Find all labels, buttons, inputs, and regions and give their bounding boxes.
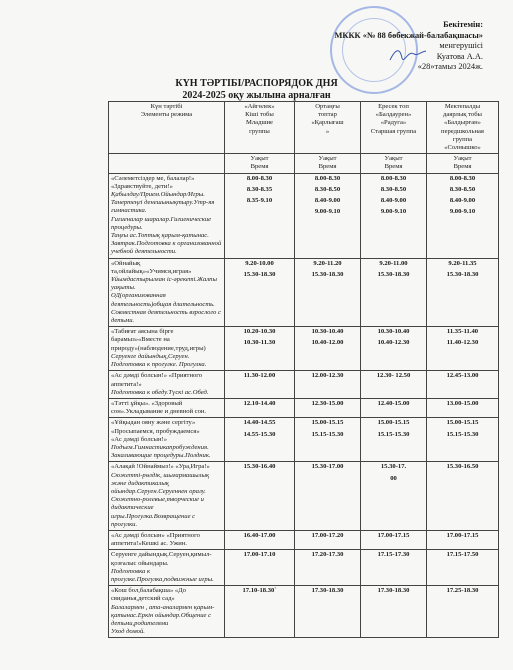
activity-line: Танертеңгі денешынықтыру.Утр-яя гимнастика. — [111, 199, 215, 215]
time-value: 9.00-9.10 — [380, 208, 407, 216]
time-cell — [427, 550, 499, 586]
time-value: 17.00-17.15 — [377, 531, 410, 539]
group-header-line: «Радуга» — [380, 119, 407, 127]
activity-line: «Здравствуйте, дети!» — [111, 182, 173, 190]
group-header-line: » — [325, 127, 330, 135]
time-value: 8.30-8.50 — [314, 185, 341, 193]
time-value: 17.30-18.30 — [311, 587, 344, 595]
time-value: 8.00-8.30 — [246, 174, 273, 182]
table-row — [109, 586, 499, 638]
group-header-line: группы — [249, 127, 270, 135]
time-cell — [361, 530, 427, 549]
time-value: 9.20-10.00 — [245, 259, 274, 267]
time-cell — [361, 462, 427, 531]
activity-line: Завтрак.Подготовка к организованной учебной деятельности. — [111, 240, 222, 256]
time-cell — [361, 550, 427, 586]
header-group-4 — [427, 102, 499, 154]
header-group-1 — [225, 102, 295, 154]
schedule-table — [108, 101, 499, 638]
activity-line: Подготовка к прогулке.Прогулка,подвижные игры. — [111, 567, 214, 583]
group-header-line: «Балдырған» — [444, 119, 481, 127]
time-value: 15.30-18.30 — [243, 270, 276, 278]
time-cell — [225, 258, 295, 327]
time-cell — [225, 550, 295, 586]
time-label: Уақыт Время — [361, 154, 427, 173]
group-header-line: топтар — [318, 111, 337, 119]
time-value: 10.20-10.30 — [243, 328, 276, 336]
time-cell — [295, 258, 361, 327]
time-value: 9.20-11.00 — [379, 259, 408, 267]
activity-line: Подготовка к прогулке. Прогулка. — [111, 361, 207, 369]
time-value: 10.30-10.40 — [377, 328, 410, 336]
group-header-line: даярлық тобы — [443, 111, 482, 119]
activity-line: «Алақай !Ойнаймыз!» «Ура,Игра!» — [111, 463, 210, 471]
time-cell — [361, 371, 427, 399]
activity-line: Гигиеналар шаралар.Гигиенические процедуры. — [111, 215, 212, 231]
time-value: 8.00-8.30 — [449, 174, 476, 182]
time-value: 17.00-17.15 — [446, 531, 479, 539]
activity-line: Балалармен , ата-аналармен қарым-қатынас.Еркін ойындар.Общение с детьми,родителями — [111, 603, 215, 627]
activity-line: Ұйымдастырылған іс-әрекеті.Жалпы уақыты. — [111, 276, 217, 292]
table-row — [109, 258, 499, 327]
time-value: 15.00-15.15 — [311, 419, 344, 427]
time-cell — [295, 371, 361, 399]
time-value: 12.30- 12.50 — [376, 372, 411, 380]
time-value: 14.40-14.55 — [243, 419, 276, 427]
group-header-line: Мектепалды — [444, 103, 481, 110]
time-cell — [361, 258, 427, 327]
table-row — [109, 418, 499, 462]
time-value: 12.00-12.30 — [311, 372, 344, 380]
activity-line: Закаливающие процедуры.Полдник. — [111, 452, 211, 460]
time-value: 8.40-9.00 — [314, 197, 341, 205]
time-value: 9.00-9.10 — [314, 208, 341, 216]
time-label-empty — [109, 154, 225, 173]
time-value: 15.30-18.30 — [311, 270, 344, 278]
header-group-3 — [361, 102, 427, 154]
time-cell — [225, 530, 295, 549]
approval-block — [283, 20, 483, 73]
time-cell — [427, 418, 499, 462]
time-value: 8.40-9.00 — [380, 197, 407, 205]
time-cell — [427, 371, 499, 399]
time-cell — [427, 462, 499, 531]
table-row — [109, 530, 499, 549]
time-cell — [225, 462, 295, 531]
activity-line: «Сәлеметсіздер ме, балалар!» — [111, 174, 195, 182]
time-cell — [225, 586, 295, 638]
time-cell — [225, 418, 295, 462]
activity-cell — [109, 530, 225, 549]
group-header-line: группа — [452, 135, 473, 143]
group-header-line: Ересек топ — [378, 103, 409, 110]
activity-cell — [109, 418, 225, 462]
time-cell — [427, 586, 499, 638]
time-cell — [295, 327, 361, 371]
time-value: 15.00-15.15 — [377, 419, 410, 427]
table-row — [109, 173, 499, 258]
time-value: 16.40-17.00 — [243, 531, 276, 539]
time-label-row — [109, 154, 499, 173]
time-value: 17.20-17.30 — [311, 551, 344, 559]
time-cell — [295, 462, 361, 531]
activity-line: Серуенге дайындық,Серуен. — [111, 352, 190, 360]
time-label: Уақыт Время — [427, 154, 499, 173]
approval-date: «28»тамыз 2024ж. — [417, 62, 483, 71]
time-value: 8.30-8.50 — [380, 185, 407, 193]
time-value: 9.00-9.10 — [449, 208, 476, 216]
activity-line: Серуенге дайындық.Серуен,қимыл-қозғалыс ойындары. — [111, 551, 212, 567]
time-cell — [361, 327, 427, 371]
time-value: 10.30-11.30 — [243, 339, 276, 347]
group-header-line: передшкольная — [441, 127, 484, 135]
group-header-line: «Солнышко» — [444, 144, 481, 152]
time-value: 11.30-12.00 — [243, 372, 276, 380]
activity-cell — [109, 371, 225, 399]
time-value: 14.55-15.30 — [243, 430, 276, 438]
activity-line: Сюжетно-ролевые,творческие и дидактические игры.Прогулка.Возвращение с прогулки. — [111, 496, 204, 528]
time-value: 17.25-18.30 — [446, 587, 479, 595]
time-cell — [225, 173, 295, 258]
time-cell — [295, 530, 361, 549]
time-value: 17.15-17.30 — [377, 551, 410, 559]
header-elements: Күн тәртібі Элементы режима — [109, 102, 225, 154]
activity-cell — [109, 550, 225, 586]
table-row — [109, 550, 499, 586]
activity-cell — [109, 173, 225, 258]
time-cell — [361, 586, 427, 638]
time-cell — [225, 327, 295, 371]
time-label: Уақыт Время — [225, 154, 295, 173]
time-value: 15.00-15.15 — [446, 419, 479, 427]
time-value: 15.30-16.50 — [446, 463, 479, 471]
page-title — [0, 78, 513, 102]
activity-line: Таңғы ас.Топтық қарым-қатынас. — [111, 232, 209, 240]
time-value: 12.45-13.00 — [446, 372, 479, 380]
time-cell — [225, 371, 295, 399]
time-value: 15.30-16.40 — [243, 463, 276, 471]
time-value: 9.20-11.35 — [448, 259, 477, 267]
activity-line: Қабылдау/Прием.Ойындар/Игры. — [111, 191, 205, 199]
time-value: 12.40-15.00 — [377, 399, 410, 407]
activity-line: «Тәтті ұйқы». «Здоровый сон».Укладывание и дневной сон. — [111, 399, 207, 416]
time-cell — [225, 398, 295, 417]
group-header-line: «Балдаурен» — [375, 111, 412, 119]
title-line-2: 2024-2025 оқу жылына арналған — [182, 90, 331, 101]
time-label: Уақыт Время — [295, 154, 361, 173]
time-value: 10.30-10.40 — [311, 328, 344, 336]
time-cell — [427, 173, 499, 258]
activity-line: «Табиғат аясына бірге барамыз»«Вместе на природу»(наблюдение,труд,игры) — [111, 328, 206, 352]
approval-role: менгерушісі — [439, 41, 483, 50]
time-cell — [295, 586, 361, 638]
time-value: 15.15-15.30 — [377, 430, 410, 438]
time-value: 17.00-17.10 — [243, 551, 276, 559]
time-value: 17.00-17.20 — [311, 531, 344, 539]
time-value: 00 — [390, 474, 397, 482]
activity-line: Подготовка к обеду.Түскі ас.Обед. — [111, 388, 209, 396]
activity-line: «Ұйқыдан ояну және сергіту» «Просыпаемся, пробуждаемся» — [111, 419, 200, 435]
activity-cell — [109, 258, 225, 327]
group-header-line: «Қарлығаш — [311, 119, 344, 127]
time-cell — [427, 258, 499, 327]
time-value: 10.40-12.00 — [311, 339, 344, 347]
group-header-line: Старшая группа — [370, 127, 417, 135]
time-value: 10.40-12.30 — [377, 339, 410, 347]
time-value: 8.35-9.10 — [246, 197, 273, 205]
time-value: 12.30-15.00 — [311, 399, 344, 407]
approval-name: Куатова А.А. — [436, 51, 483, 61]
time-cell — [361, 418, 427, 462]
time-cell — [295, 398, 361, 417]
header-row — [109, 102, 499, 154]
time-value: 15.30-17. — [380, 463, 407, 471]
activity-line: «Кош бол,балабақша» «До свиданья,детский сад» — [111, 587, 186, 603]
group-header-line: Младшие — [246, 119, 273, 127]
time-value: 12.10-14.40 — [243, 399, 276, 407]
time-value: 11.35-11.40 — [446, 328, 479, 336]
time-cell — [427, 530, 499, 549]
time-cell — [427, 327, 499, 371]
activity-cell — [109, 327, 225, 371]
time-value: 8.00-8.30 — [314, 174, 341, 182]
time-value: 8.30-8.35 — [246, 185, 273, 193]
activity-cell — [109, 398, 225, 417]
activity-line: ОД(организованная деятельность)общая длительность. — [111, 292, 215, 308]
time-value: 11.40-12.30 — [446, 339, 479, 347]
time-value: 15.15-15.30 — [446, 430, 479, 438]
time-value: 15.30-18.30 — [446, 270, 479, 278]
activity-line: Подъем.Гимнастикапробуждения. — [111, 443, 209, 451]
time-cell — [295, 173, 361, 258]
time-cell — [295, 418, 361, 462]
time-value: 15.30-18.30 — [377, 270, 410, 278]
time-value: 17.30-18.30 — [377, 587, 410, 595]
time-value: 8.40-9.00 — [449, 197, 476, 205]
table-row — [109, 398, 499, 417]
time-value: 8.30-8.50 — [449, 185, 476, 193]
time-value: 8.00-8.30 — [380, 174, 407, 182]
group-header-line: Ортаңғы — [315, 103, 340, 110]
approval-heading: Бекітемін: — [443, 20, 483, 29]
time-value: 15.15-15.30 — [311, 430, 344, 438]
time-value: 15.30-17.00 — [311, 463, 344, 471]
activity-line: «Ас дәмді болсын!» — [111, 435, 167, 443]
table-row — [109, 371, 499, 399]
activity-line: Уход домой. — [111, 628, 145, 636]
time-cell — [427, 398, 499, 417]
activity-cell — [109, 462, 225, 531]
header-group-2 — [295, 102, 361, 154]
time-value: 17.10-18.30` — [242, 587, 277, 595]
title-line-1: КҮН ТӘРТІБІ/РАСПОРЯДОК ДНЯ — [175, 78, 338, 89]
time-cell — [361, 398, 427, 417]
group-header-line: «Айгөлек» — [244, 103, 275, 110]
time-value: 13.00-15.00 — [446, 399, 479, 407]
time-cell — [295, 550, 361, 586]
time-value: 9.20-11.20 — [313, 259, 342, 267]
time-cell — [361, 173, 427, 258]
table-row — [109, 327, 499, 371]
table-row — [109, 462, 499, 531]
activity-cell — [109, 586, 225, 638]
activity-line: «Ойнайық та,ойлайық»«Учимся,играя» — [111, 259, 192, 275]
time-value: 17.15-17.50 — [446, 551, 479, 559]
group-header-line: Кіші тобы — [245, 111, 274, 119]
activity-line: «Ас дәмді болсын» «Приятного аппетита!»Кешкі ас. Ужин. — [111, 531, 200, 548]
activity-line: «Ас дәмді болсын!» «Приятного аппетита!» — [111, 372, 203, 388]
approval-org: МККК «№ 88 бөбекжай-балабақшасы» — [334, 30, 483, 40]
activity-line: Совместная деятельность взрослого с детьми. — [111, 308, 221, 325]
activity-line: Сюжетті-рөлдік, шығармашылық және дидактикалық ойындар.Серуен.Серуеннен оралу. — [111, 471, 210, 495]
